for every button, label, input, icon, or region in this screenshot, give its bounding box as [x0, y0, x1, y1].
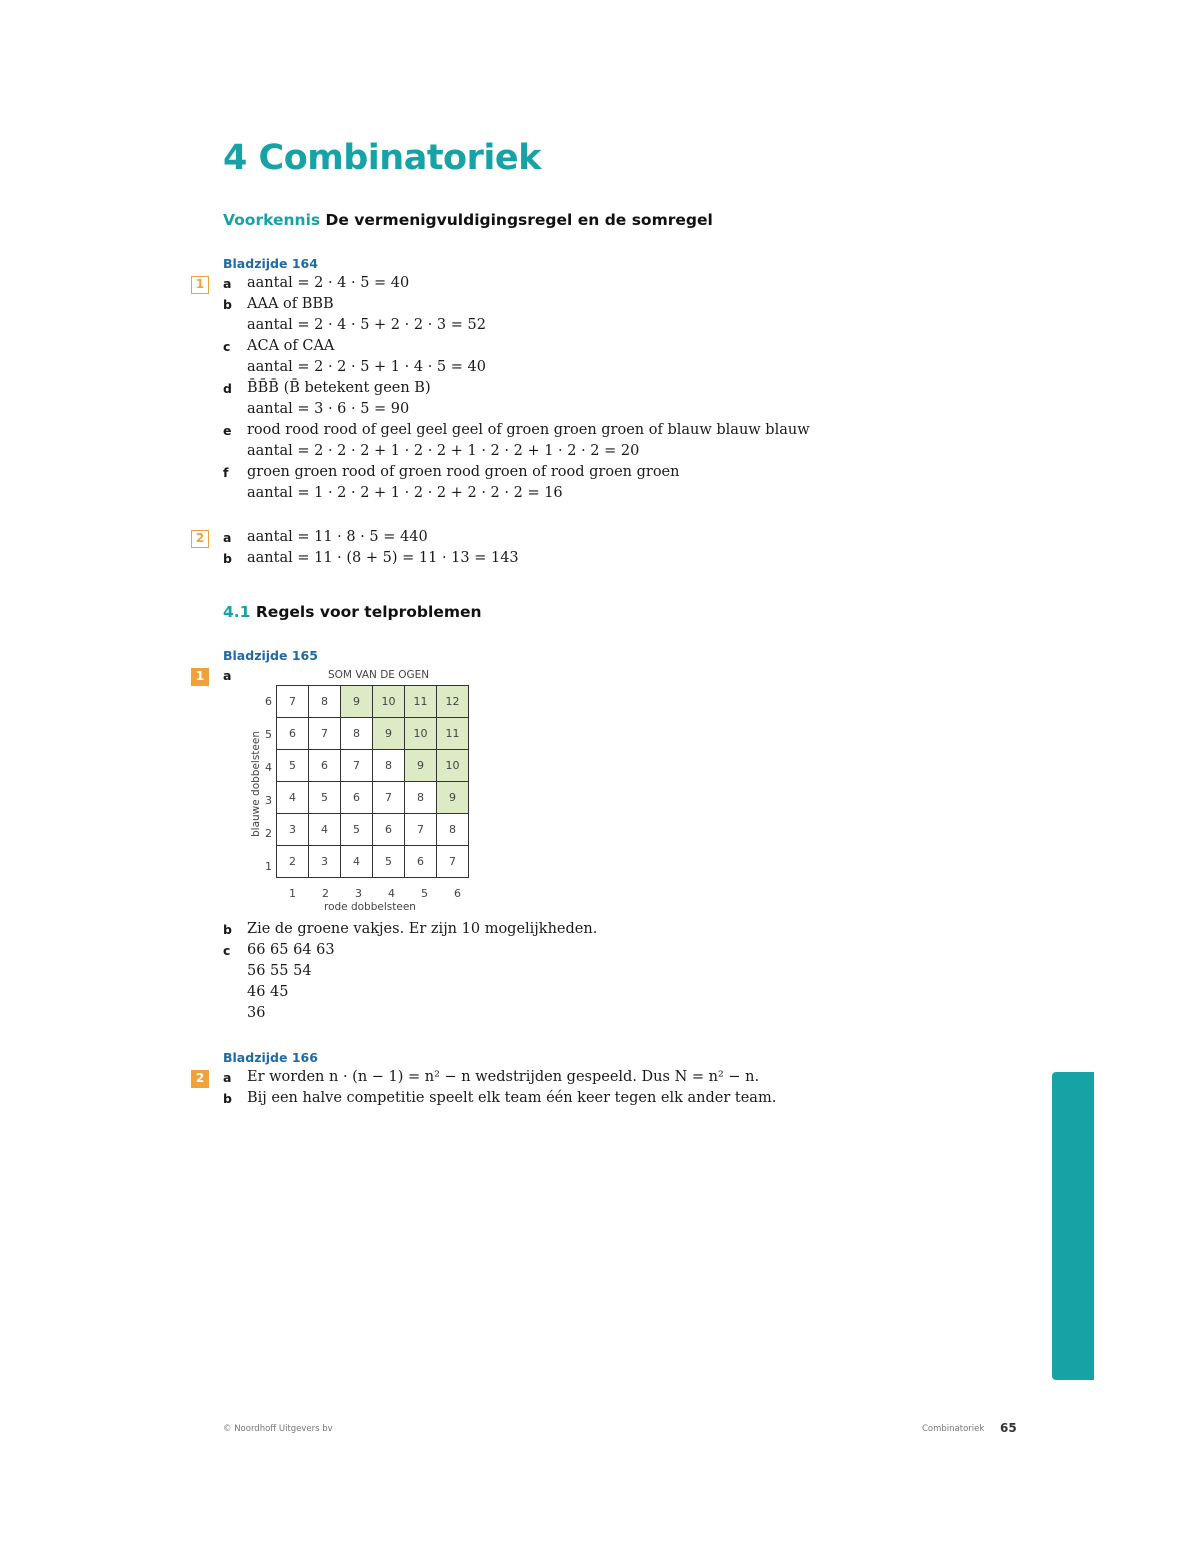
- table-cell: 6: [341, 782, 373, 814]
- table-cell: 9: [437, 782, 469, 814]
- table-cell: 11: [437, 718, 469, 750]
- table-cell: 6: [277, 718, 309, 750]
- answer-text: 56 55 54: [247, 963, 312, 979]
- answer-letter: c: [223, 339, 231, 354]
- section-heading: [223, 603, 482, 621]
- answer-text: Zie de groene vakjes. Er zijn 10 mogelijkheden.: [247, 921, 598, 937]
- exercise-number-badge: 1: [191, 668, 209, 686]
- answer-text: 36: [247, 1005, 266, 1021]
- exercise-v1-answers: [223, 273, 810, 504]
- answer-letter: [223, 399, 247, 420]
- table-cell: 8: [309, 686, 341, 718]
- table-cell: 10: [405, 718, 437, 750]
- table-cell: 10: [437, 750, 469, 782]
- answer-letter: d: [223, 381, 232, 396]
- answer-text: Bij een halve competitie speelt elk team één keer tegen elk ander team.: [247, 1090, 777, 1106]
- answer-line: [223, 527, 519, 548]
- table-row: [277, 686, 469, 718]
- answer-letter: [223, 441, 247, 462]
- table-cell: 6: [309, 750, 341, 782]
- answer-letter: f: [223, 465, 229, 480]
- answer-text: aantal = 2 · 4 · 5 + 2 · 2 · 3 = 52: [247, 317, 486, 333]
- table-cell: 3: [277, 814, 309, 846]
- answer-line: [223, 483, 810, 504]
- answer-letter: [223, 961, 247, 982]
- x-tick-label: 4: [388, 887, 395, 900]
- table-row: [277, 750, 469, 782]
- section-title: Regels voor telproblemen: [255, 603, 482, 621]
- answer-line: [223, 441, 810, 462]
- answer-line: [223, 399, 810, 420]
- answer-line: [223, 357, 810, 378]
- answer-letter: b: [223, 922, 232, 937]
- answer-letter: c: [223, 943, 231, 958]
- page-reference-165: Bladzijde 165: [223, 648, 318, 663]
- exercise-number-badge: 1: [191, 276, 209, 294]
- table-cell: 8: [405, 782, 437, 814]
- answer-letter: [223, 483, 247, 504]
- page-reference-166: Bladzijde 166: [223, 1050, 318, 1065]
- answer-line: [223, 315, 810, 336]
- table-cell: 5: [373, 846, 405, 878]
- x-tick-label: 3: [355, 887, 362, 900]
- table-row: [277, 846, 469, 878]
- answer-text: aantal = 2 · 2 · 5 + 1 · 4 · 5 = 40: [247, 359, 486, 375]
- x-tick-label: 6: [454, 887, 461, 900]
- table-cell: 5: [277, 750, 309, 782]
- y-tick-label: 3: [265, 794, 272, 807]
- answer-text: groen groen rood of groen rood groen of rood groen groen: [247, 464, 680, 480]
- answer-letter: a: [223, 1070, 232, 1085]
- table-cell: 11: [405, 686, 437, 718]
- table-cell: 4: [277, 782, 309, 814]
- table-cell: 5: [309, 782, 341, 814]
- table-cell: 7: [405, 814, 437, 846]
- answer-line: [223, 919, 597, 940]
- table-cell: 4: [341, 846, 373, 878]
- answer-text: aantal = 11 · (8 + 5) = 11 · 13 = 143: [247, 550, 519, 566]
- exercise-41-1-answers: [223, 919, 597, 1024]
- answer-letter: b: [223, 297, 232, 312]
- exercise-number-badge: 2: [191, 530, 209, 548]
- answer-text: rood rood rood of geel geel geel of groen groen groen of blauw blauw blauw: [247, 422, 810, 438]
- table-title: SOM VAN DE OGEN: [328, 669, 430, 681]
- prior-knowledge-title: De vermenigvuldigingsregel en de somregel: [325, 211, 713, 229]
- answer-text: 46 45: [247, 984, 289, 1000]
- table-cell: 3: [309, 846, 341, 878]
- answer-line: [223, 940, 597, 961]
- table-cell: 2: [277, 846, 309, 878]
- answer-line: [223, 982, 597, 1003]
- footer-copyright: © Noordhoff Uitgevers bv: [223, 1424, 333, 1434]
- answer-line: [223, 336, 810, 357]
- table-cell: 7: [277, 686, 309, 718]
- table-cell: 4: [309, 814, 341, 846]
- x-tick-label: 2: [322, 887, 329, 900]
- y-axis-title: blauwe dobbelsteen: [250, 731, 262, 838]
- answer-letter: a: [223, 668, 232, 683]
- answer-line: [223, 420, 810, 441]
- answer-letter: [223, 315, 247, 336]
- answer-text: B̄B̄B̄ (B̄ betekent geen B): [247, 380, 431, 396]
- x-tick-label: 1: [289, 887, 296, 900]
- answer-text: aantal = 1 · 2 · 2 + 1 · 2 · 2 + 2 · 2 · 2 = 16: [247, 485, 563, 501]
- answer-letter: [223, 357, 247, 378]
- table-cell: 6: [373, 814, 405, 846]
- y-tick-label: 1: [265, 860, 272, 873]
- answer-line: [223, 1003, 597, 1024]
- answer-line: [223, 273, 810, 294]
- answer-line: [223, 378, 810, 399]
- answer-line: [223, 548, 519, 569]
- answer-line: [223, 665, 247, 686]
- exercise-v2-answers: [223, 527, 519, 569]
- table-cell: 8: [373, 750, 405, 782]
- table-row: [277, 718, 469, 750]
- exercise-41-2-answers: [223, 1067, 776, 1109]
- table-cell: 7: [373, 782, 405, 814]
- answer-letter: [223, 982, 247, 1003]
- y-tick-label: 4: [265, 761, 272, 774]
- y-tick-label: 5: [265, 728, 272, 741]
- answer-text: Er worden n · (n − 1) = n² − n wedstrijden gespeeld. Dus N = n² − n.: [247, 1069, 760, 1085]
- table-cell: 5: [341, 814, 373, 846]
- page-number: 65: [1000, 1421, 1017, 1435]
- answer-letter: [223, 1003, 247, 1024]
- table-cell: 7: [437, 846, 469, 878]
- answer-line: [223, 462, 810, 483]
- answer-text: aantal = 3 · 6 · 5 = 90: [247, 401, 410, 417]
- table-cell: 6: [405, 846, 437, 878]
- prior-knowledge-heading: [223, 211, 713, 229]
- table-cell: 12: [437, 686, 469, 718]
- footer-chapter: Combinatoriek: [922, 1424, 985, 1434]
- y-tick-label: 6: [265, 695, 272, 708]
- answer-text: aantal = 11 · 8 · 5 = 440: [247, 529, 428, 545]
- table-cell: 8: [341, 718, 373, 750]
- x-tick-label: 5: [421, 887, 428, 900]
- table-cell: 9: [341, 686, 373, 718]
- table-cell: 9: [405, 750, 437, 782]
- table-cell: 8: [437, 814, 469, 846]
- answer-letter: a: [223, 276, 232, 291]
- table-cell: 7: [309, 718, 341, 750]
- table-row: [277, 814, 469, 846]
- table-cell: 10: [373, 686, 405, 718]
- answer-text: ACA of CAA: [247, 338, 335, 354]
- chapter-title: 4 Combinatoriek: [223, 138, 541, 178]
- y-tick-label: 2: [265, 827, 272, 840]
- section-number: 4.1: [223, 603, 251, 621]
- answer-line: [223, 1067, 776, 1088]
- answer-text: aantal = 2 · 2 · 2 + 1 · 2 · 2 + 1 · 2 · 2 + 1 · 2 · 2 = 20: [247, 443, 640, 459]
- answer-line: [223, 1088, 776, 1109]
- answer-text: AAA of BBB: [247, 296, 334, 312]
- answer-letter: e: [223, 423, 232, 438]
- answer-letter: b: [223, 1091, 232, 1106]
- page-reference-164: Bladzijde 164: [223, 256, 318, 271]
- table-cell: 7: [341, 750, 373, 782]
- answer-letter: b: [223, 551, 232, 566]
- answer-letter: a: [223, 530, 232, 545]
- exercise-number-badge: 2: [191, 1070, 209, 1088]
- table-row: [277, 782, 469, 814]
- answer-text: 66 65 64 63: [247, 942, 335, 958]
- x-axis-title: rode dobbelsteen: [324, 901, 416, 913]
- dice-sum-table: [276, 685, 469, 878]
- answer-line: [223, 294, 810, 315]
- chapter-side-tab: [1052, 1072, 1094, 1380]
- answer-line: [223, 961, 597, 982]
- prior-knowledge-label: Voorkennis: [223, 211, 321, 229]
- answer-text: aantal = 2 · 4 · 5 = 40: [247, 275, 410, 291]
- table-cell: 9: [373, 718, 405, 750]
